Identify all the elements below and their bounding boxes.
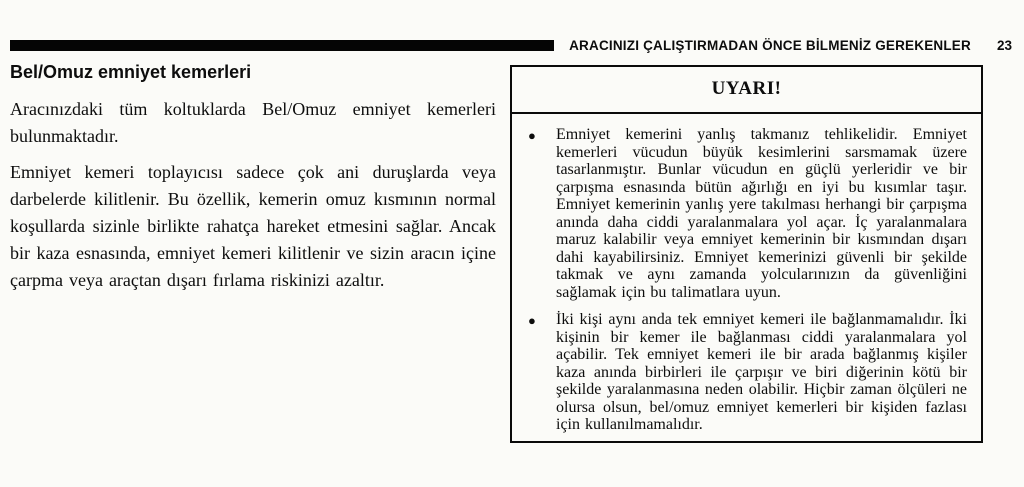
warning-item [528,311,967,434]
warning-box [510,65,983,443]
header-rule [10,40,554,51]
body-column [10,62,496,303]
body-paragraph: Emniyet kemeri toplayıcısı sadece çok ani duruşlarda veya darbelerde kilitlenir. Bu özellik, kemerin omuz kısmının normal koşullarda sizinle birlikte rahatça hareket etmesini sağlar. Ancak bir kaza esnasında, emniyet kemeri kilitlenir ve sizin aracın içine çarpma veya araçtan dışarı fırlama riskinizi azaltır. [10,162,496,290]
warning-title: UYARI! [512,67,981,114]
page-number: 23 [996,38,1012,53]
page-header [10,38,1012,53]
bullet-icon: ● [528,128,536,143]
bullet-icon: ● [528,313,536,328]
warning-text: Emniyet kemerini yanlış takmanız tehlikelidir. Emniyet kemerleri vücudun büyük kesimlerini sarsmamak üzere tasarlanmıştır. Bunlar vücudun en güçlü yerleridir ve bir çarpışma esnasında bütün ağırlığı en iyi bu kısımlar taşır. Emniyet kemerinin yanlış yere takılması herhangi bir çarpışma anında daha ciddi yaralanmalara yol açar. İç yaralanmalara maruz kalabilir veya emniyet kemerinin bir kısmından dışarı dahi kayabilirsiniz. Emniyet kemerinizi güvenli bir şekilde takmak ve aynı zamanda yolcularınızın da güvenliğini sağlamak için bu talimatlara uyun. [556,126,967,301]
running-header-title: ARACINIZI ÇALIŞTIRMADAN ÖNCE BİLMENİZ GEREKENLER [569,38,971,53]
warning-list [512,114,981,434]
warning-text: İki kişi aynı anda tek emniyet kemeri ile bağlanmamalıdır. İki kişinin bir kemer ile bağlanması ciddi yaralanmalara yol açabilir. Tek emniyet kemeri ile bir arada bağlanmış kişiler kaza anında birbirleri ile çarpışır ve biri diğerinin kötü bir şekilde yaralanmasına neden olabilir. Hiçbir zaman ölçüleri ne olursa olsun, bel/omuz emniyet kemerleri bir kişiden fazlası için kullanılmamalıdır. [556,311,967,433]
section-heading: Bel/Omuz emniyet kemerleri [10,62,252,82]
warning-item [528,126,967,301]
body-paragraph: Aracınızdaki tüm koltuklarda Bel/Omuz emniyet kemerleri bulunmaktadır. [10,99,496,146]
